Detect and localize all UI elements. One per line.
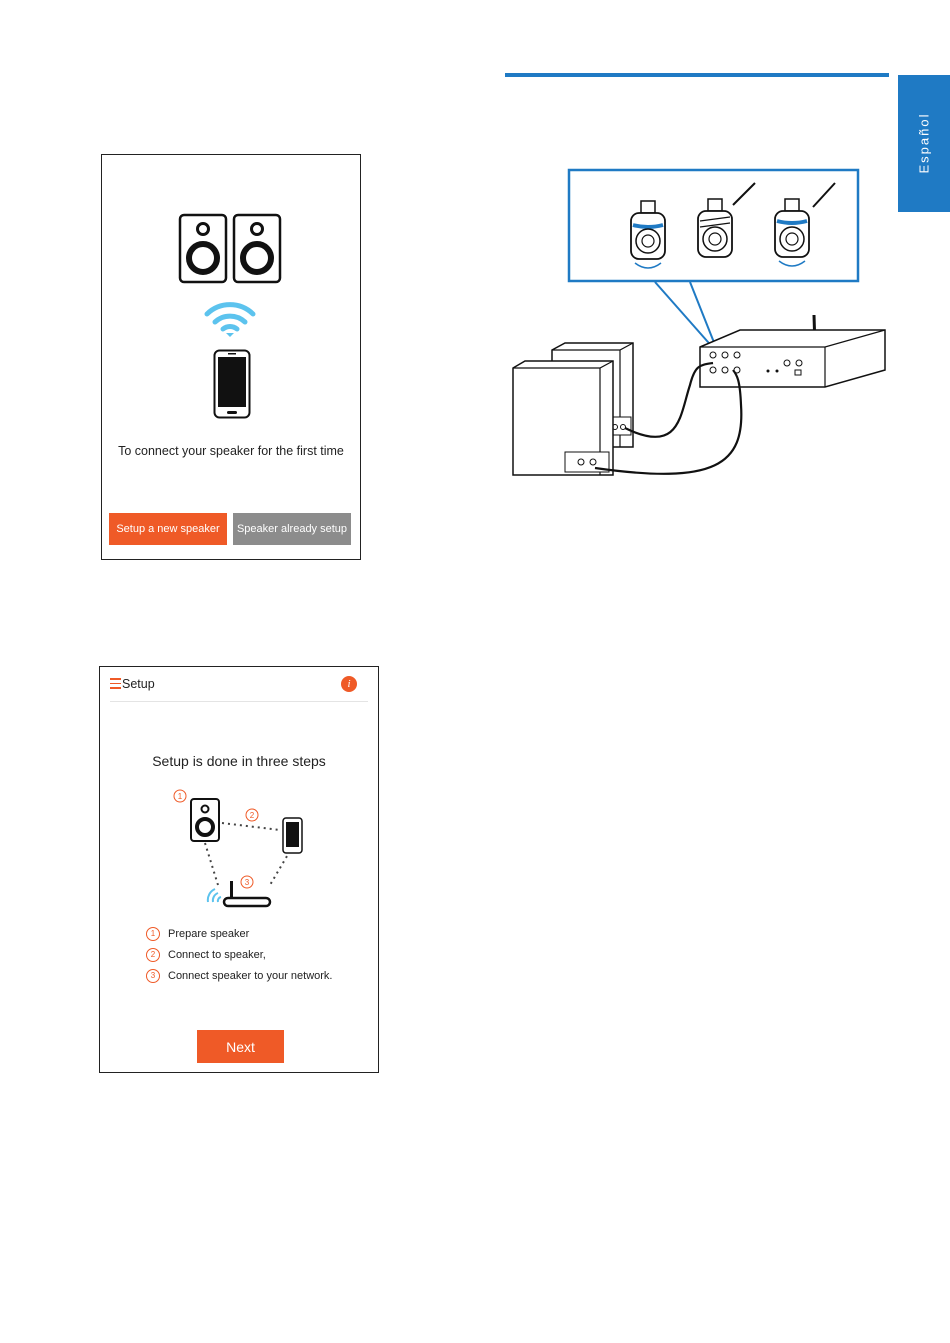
step-text: Connect speaker to your network. [168,969,333,982]
language-tab [898,75,950,212]
svg-text:3: 3 [244,878,250,887]
svg-text:1: 1 [177,792,183,801]
setup-title: Setup [122,677,155,691]
first-time-screen [101,154,361,560]
menu-icon[interactable] [110,678,121,688]
connect-prompt: To connect your speaker for the first time [118,444,344,458]
step-text: Prepare speaker [168,927,250,940]
diagram-badge-1 [174,790,186,802]
wifi-icon [204,299,256,337]
step-number: 1 [146,927,160,941]
setup-header [110,675,368,702]
speaker-icon [191,799,219,841]
setup-screen [99,666,379,1073]
step-number: 3 [146,969,160,983]
setup-heading: Setup is done in three steps [152,753,326,769]
phone-small-icon [283,818,302,853]
next-button[interactable]: Next [197,1030,284,1063]
section-rule [505,73,889,77]
speaker-already-setup-button[interactable]: Speaker already setup [233,513,351,545]
setup-new-speaker-button[interactable]: Setup a new speaker [109,513,227,545]
phone-icon [213,349,251,419]
speaker-connection-illustration [505,165,890,485]
diagram-badge-2 [246,809,258,821]
svg-text:2: 2 [249,811,255,820]
speaker-pair-icon [178,213,284,285]
speaker-icon [513,361,613,475]
steps-list [146,923,332,986]
language-label: Español [916,112,932,174]
diagram-badge-3 [241,876,253,888]
steps-diagram [160,785,310,915]
step-text: Connect to speaker, [168,948,266,961]
step-number: 2 [146,948,160,962]
list-item [146,944,332,965]
list-item [146,923,332,944]
amplifier-unit [700,315,885,387]
list-item [146,965,332,986]
info-icon[interactable]: i [341,676,357,692]
